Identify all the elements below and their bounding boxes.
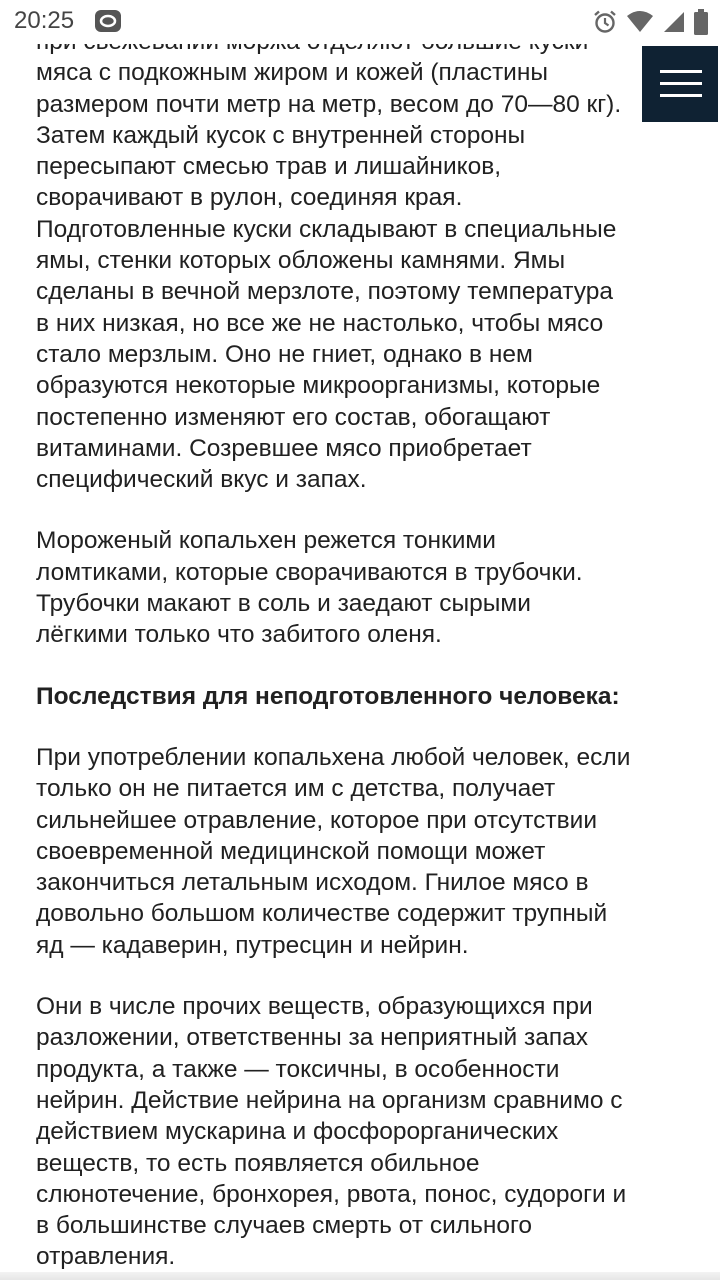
article-paragraph-3 [36,742,696,961]
text-line: Они в числе прочих веществ, образующихся при [36,993,593,1021]
text-line: закончиться летальным исходом. Гнилое мясо в [36,869,589,897]
text-line: мяса с подкожным жиром и кожей (пластины [36,59,548,87]
alarm-icon [592,9,618,35]
text-line: сворачивают в рулон, соединяя края. [36,184,463,212]
article-paragraph-2 [36,525,696,650]
text-line: Затем каждый кусок с внутренней стороны [36,121,526,149]
status-time: 20:25 [14,7,75,34]
text-line: отравления. [36,1243,176,1271]
text-line: в большинстве случаев смерть от сильного [36,1212,533,1240]
text-line: сделаны в вечной мерзлоте, поэтому температура [36,278,613,306]
article-content [36,26,696,1280]
text-line: разложении, ответственны за неприятный запах [36,1024,589,1052]
section-heading: Последствия для неподготовленного человека: [36,682,620,710]
text-line: слюнотечение, бронхорея, рвота, понос, судороги и [36,1180,627,1208]
signal-icon [662,10,686,34]
text-line: Трубочки макают в соль и заедают сырыми [36,590,531,618]
text-line: сильнейшее отравление, которое при отсутствии [36,806,597,834]
text-line: размером почти метр на метр, весом до 70—80 кг). [36,90,622,118]
wifi-icon [626,10,654,34]
status-icons [592,8,708,36]
text-line: нейрин. Действие нейрина на организм сравнимо с [36,1086,623,1114]
text-line: витаминами. Созревшее мясо приобретает [36,434,532,462]
status-bar [0,0,720,44]
text-line: довольно большом количестве содержит трупный [36,900,608,928]
text-line: пересыпают смесью трав и лишайников, [36,153,502,181]
text-line: яд — кадаверин, путресцин и нейрин. [36,931,469,959]
text-line: действием мускарина и фосфорорганических [36,1118,559,1146]
circle-app-icon [94,9,122,33]
menu-button[interactable] [642,46,718,122]
text-line: стало мерзлым. Оно не гниет, однако в нем [36,340,533,368]
text-line: в них низкая, но все же не настолько, чтобы мясо [36,309,604,337]
article-paragraph-4 [36,991,696,1273]
text-line: веществ, то есть появляется обильное [36,1149,480,1177]
text-line: своевременной медицинской помощи может [36,837,546,865]
text-line: постепенно изменяют его состав, обогащают [36,403,551,431]
text-line: специфический вкус и запах. [36,466,367,494]
text-line: лёгкими только что забитого оленя. [36,621,442,649]
text-line: образуются некоторые микроорганизмы, которые [36,372,601,400]
article-paragraph-1 [36,26,696,495]
text-line: только он не питается им с детства, получает [36,775,556,803]
bottom-scroll-shadow [0,1272,720,1280]
text-line: Мороженый копальхен режется тонкими [36,527,496,555]
text-line: ямы, стенки которых обложены камнями. Ямы [36,247,566,275]
text-line: ломтиками, которые сворачиваются в трубочки. [36,558,583,586]
text-line: При употреблении копальхена любой человек, если [36,743,631,771]
text-line: продукта, а также — токсичны, в особенности [36,1055,560,1083]
text-line: Подготовленные куски складывают в специальные [36,215,617,243]
battery-icon [694,9,708,35]
